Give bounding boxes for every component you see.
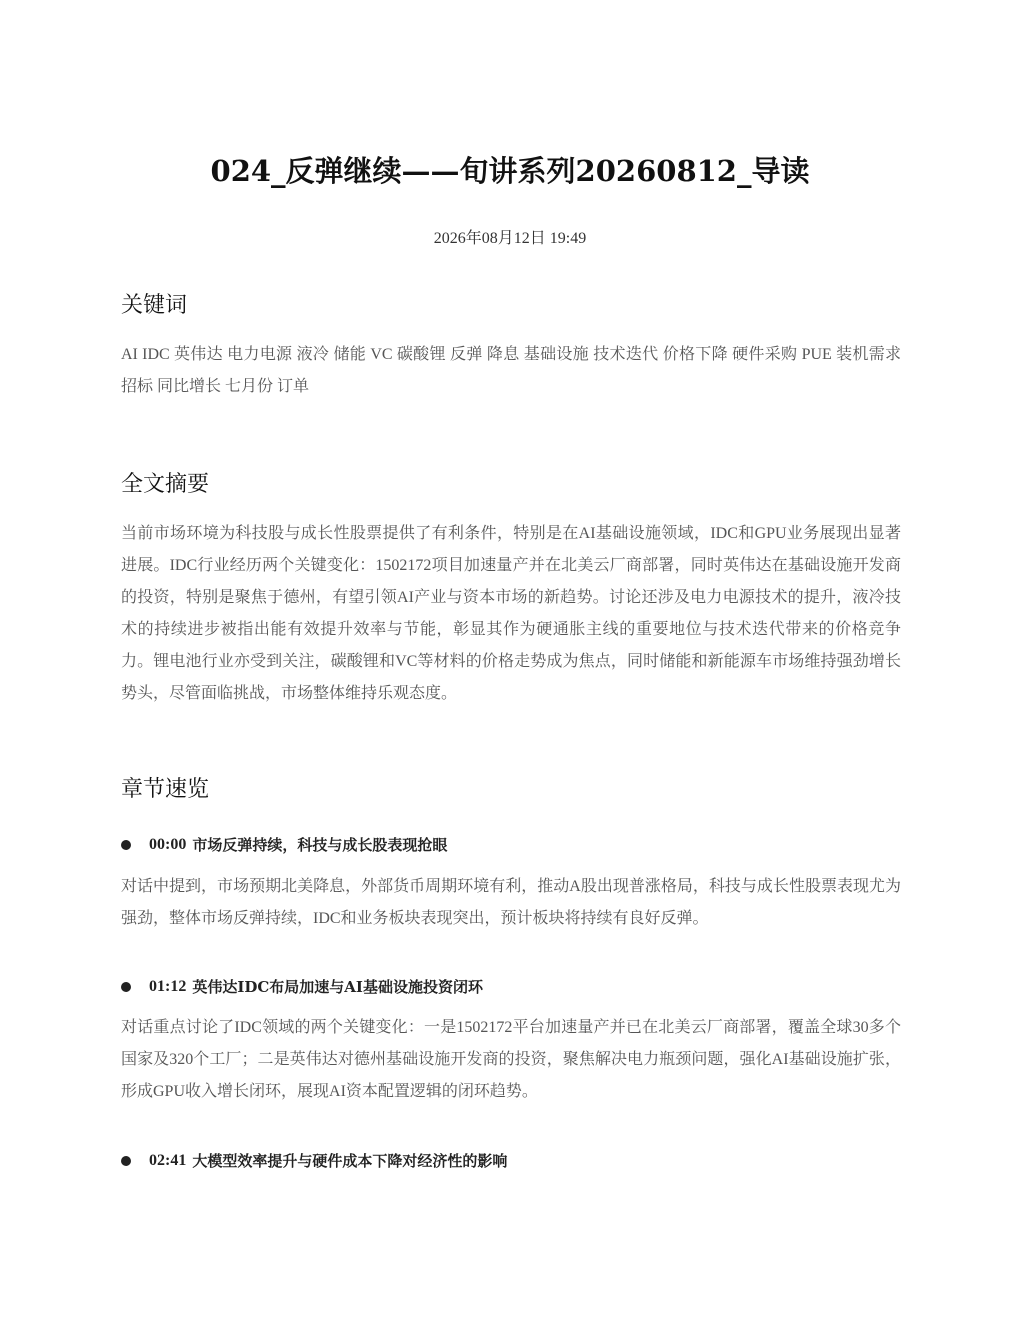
summary-text: 当前市场环境为科技股与成长性股票提供了有利条件，特别是在AI基础设施领域，IDC和GPU业务展现出显著进展。IDC行业经历两个关键变化：1502172项目加速量产并在北美云厂商部署，同时英伟达在基础设施开发商的投资，特别是聚焦于德州，有望引领AI产业与资本市场的新趋势。讨论还涉及电力电源技术的提升，液冷技术的持续进步被指出能有效提升效率与节能，彰显其作为硬通胀主线的重要地位与技术迭代带来的价格竞争力。锂电池行业亦受到关注，碳酸锂和VC等材料的价格走势成为焦点，同时储能和新能源车市场维持强劲增长势头，尽管面临挑战，市场整体维持乐观态度。 bbox=[121, 525, 901, 702]
chapter-time: 00:00 bbox=[149, 836, 187, 853]
keywords-heading: 关键词 bbox=[121, 293, 188, 318]
chapters-heading: 章节速览 bbox=[121, 777, 210, 802]
bullet-icon bbox=[121, 1156, 131, 1166]
chapter-title: 市场反弹持续，科技与成长股表现抢眼 bbox=[192, 836, 448, 854]
document-date: 2026年08月12日 19:49 bbox=[433, 230, 587, 247]
chapter-time: 02:41 bbox=[149, 1152, 187, 1169]
chapter-item-0-text: 对话中提到，市场预期北美降息，外部货币周期环境有利，推动A股出现普涨格局，科技与成长性股票表现尤为强劲，整体市场反弹持续，IDC和业务板块表现突出，预计板块将持续有良好反弹。 bbox=[121, 878, 901, 927]
bullet-icon bbox=[121, 982, 131, 992]
chapter-title: 英伟达IDC布局加速与AI基础设施投资闭环 bbox=[192, 978, 483, 996]
chapter-item-1-text: 对话重点讨论了IDC领域的两个关键变化：一是1502172平台加速量产并已在北美云厂商部署，覆盖全球30多个国家及320个工厂；二是英伟达对德州基础设施开发商的投资，聚焦解决电力瓶颈问题，强化AI基础设施扩张，形成GPU收入增长闭环，展现AI资本配置逻辑的闭环趋势。 bbox=[121, 1019, 901, 1100]
chapter-item-0-header bbox=[121, 833, 901, 857]
keywords-text: AI IDC 英伟达 电力电源 液冷 储能 VC 碳酸锂 反弹 降息 基础设施 技术迭代 价格下降 硬件采购 PUE 装机需求 招标 同比增长 七月份 订单 bbox=[121, 346, 901, 395]
chapter-item-2-header bbox=[121, 1149, 901, 1173]
chapter-time: 01:12 bbox=[149, 978, 187, 995]
chapter-item-1-header bbox=[121, 975, 901, 999]
summary-heading: 全文摘要 bbox=[121, 472, 210, 497]
bullet-icon bbox=[121, 840, 131, 850]
chapter-title: 大模型效率提升与硬件成本下降对经济性的影响 bbox=[192, 1152, 508, 1170]
document-title: 024_反弹继续——旬讲系列20260812_导读 bbox=[210, 154, 810, 188]
